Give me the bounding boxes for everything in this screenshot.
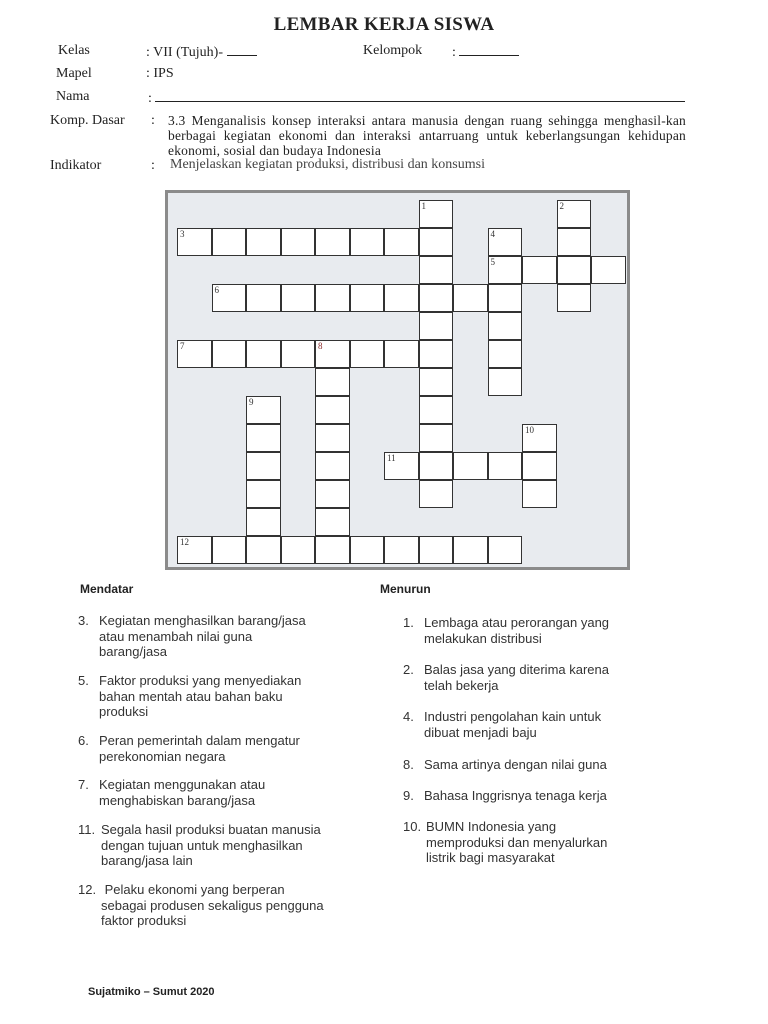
clue-item xyxy=(78,882,378,932)
clue-num: 4. xyxy=(403,709,414,724)
clue-num: 10. xyxy=(403,819,422,834)
clue-num: 2. xyxy=(403,662,414,677)
indikator-label: Indikator xyxy=(50,158,102,173)
crossword-cell[interactable] xyxy=(315,340,350,368)
clue-num: 6. xyxy=(78,733,89,748)
crossword-cell[interactable] xyxy=(453,284,488,312)
mendatar-heading: Mendatar xyxy=(80,582,134,596)
kelompok-colon: : xyxy=(452,45,456,60)
mapel-value: : IPS xyxy=(146,66,174,81)
clue-text: Industri pengolahan kain untuk dibuat menjadi baju xyxy=(424,709,602,740)
crossword-cell[interactable] xyxy=(315,536,350,564)
crossword-cell[interactable] xyxy=(212,228,247,256)
clue-number: 10 xyxy=(525,425,534,435)
clue-item xyxy=(78,733,378,783)
clue-item xyxy=(78,613,378,663)
crossword-cell[interactable] xyxy=(246,536,281,564)
crossword-cell[interactable] xyxy=(488,340,523,368)
crossword-cell[interactable] xyxy=(281,284,316,312)
crossword-cell[interactable] xyxy=(315,228,350,256)
crossword-cell[interactable] xyxy=(350,536,385,564)
crossword-cell[interactable] xyxy=(315,368,350,396)
crossword-cell[interactable] xyxy=(419,200,454,228)
clue-num: 3. xyxy=(78,613,89,628)
crossword-cell[interactable] xyxy=(246,396,281,424)
clue-number: 12 xyxy=(180,537,189,547)
crossword-cell[interactable] xyxy=(419,396,454,424)
nama-field xyxy=(148,89,685,107)
crossword-cell[interactable] xyxy=(246,424,281,452)
crossword-cell[interactable] xyxy=(419,452,454,480)
crossword-cell[interactable] xyxy=(350,340,385,368)
mapel-label: Mapel xyxy=(56,66,92,81)
crossword-cell[interactable] xyxy=(522,424,557,452)
clue-num: 7. xyxy=(78,777,89,792)
crossword-cell[interactable] xyxy=(419,284,454,312)
crossword-cell[interactable] xyxy=(419,256,454,284)
clue-num: 9. xyxy=(403,788,414,803)
crossword-cell[interactable] xyxy=(488,452,523,480)
clue-item xyxy=(403,819,703,869)
crossword-cell[interactable] xyxy=(315,480,350,508)
clue-number: 5 xyxy=(490,257,495,267)
clue-number: 8 xyxy=(318,341,323,351)
clue-text: Segala hasil produksi buatan manusia dengan tujuan untuk menghasilkan barang/jasa lain xyxy=(101,822,321,868)
crossword-cell[interactable] xyxy=(419,228,454,256)
crossword-cell[interactable] xyxy=(177,536,212,564)
clue-text: Bahasa Inggrisnya tenaga kerja xyxy=(424,788,607,803)
crossword-cell[interactable] xyxy=(212,536,247,564)
crossword-cell[interactable] xyxy=(177,228,212,256)
crossword-cell[interactable] xyxy=(281,340,316,368)
crossword-cell[interactable] xyxy=(384,452,419,480)
indikator-text: Menjelaskan kegiatan produksi, distribusi dan konsumsi xyxy=(170,157,485,172)
crossword-cell[interactable] xyxy=(315,284,350,312)
clue-text: Kegiatan menggunakan atau menghabiskan barang/jasa xyxy=(99,777,266,808)
kd-label: Komp. Dasar xyxy=(50,113,125,128)
crossword-cell[interactable] xyxy=(315,424,350,452)
clue-text: Kegiatan menghasilkan barang/jasa atau menambah nilai guna barang/jasa xyxy=(99,613,306,659)
crossword-cell[interactable] xyxy=(419,480,454,508)
clue-number: 1 xyxy=(421,201,426,211)
crossword-cell[interactable] xyxy=(488,536,523,564)
clue-number: 11 xyxy=(387,453,396,463)
crossword-cell[interactable] xyxy=(384,536,419,564)
crossword-cell[interactable] xyxy=(281,228,316,256)
clue-number: 7 xyxy=(180,341,185,351)
crossword-cell[interactable] xyxy=(419,424,454,452)
crossword-grid xyxy=(165,190,630,570)
crossword-cell[interactable] xyxy=(315,452,350,480)
crossword-cell[interactable] xyxy=(419,368,454,396)
clue-item xyxy=(78,822,378,872)
clue-text: Lembaga atau perorangan yang melakukan distribusi xyxy=(424,615,610,646)
crossword-cell[interactable] xyxy=(557,200,592,228)
clue-text: Pelaku ekonomi yang berperan sebagai produsen sekaligus pengguna faktor produksi xyxy=(101,882,324,928)
nama-blank[interactable] xyxy=(155,89,685,102)
clue-number: 6 xyxy=(214,285,219,295)
clue-item xyxy=(78,777,378,827)
kelompok-blank[interactable] xyxy=(459,43,519,56)
crossword-cell[interactable] xyxy=(488,284,523,312)
clue-num: 8. xyxy=(403,757,414,772)
crossword-cell[interactable] xyxy=(384,284,419,312)
crossword-cell[interactable] xyxy=(384,228,419,256)
crossword-cell[interactable] xyxy=(350,228,385,256)
crossword-cell[interactable] xyxy=(419,340,454,368)
kelas-label: Kelas xyxy=(58,43,90,58)
clue-item xyxy=(403,662,703,712)
crossword-cell[interactable] xyxy=(591,256,626,284)
crossword-cell[interactable] xyxy=(488,256,523,284)
crossword-cell[interactable] xyxy=(246,340,281,368)
crossword-cell[interactable] xyxy=(453,452,488,480)
clue-item xyxy=(403,709,703,759)
clue-text: BUMN Indonesia yang memproduksi dan menyalurkan listrik bagi masyarakat xyxy=(426,819,608,865)
crossword-cell[interactable] xyxy=(177,340,212,368)
crossword-cell[interactable] xyxy=(384,340,419,368)
menurun-heading: Menurun xyxy=(380,582,431,596)
clue-num: 5. xyxy=(78,673,89,688)
clue-text: Balas jasa yang diterima karena telah bekerja xyxy=(424,662,609,693)
clue-number: 4 xyxy=(490,229,495,239)
crossword-cell[interactable] xyxy=(419,312,454,340)
kd-colon: : xyxy=(151,113,155,128)
crossword-cell[interactable] xyxy=(315,508,350,536)
crossword-cell[interactable] xyxy=(522,480,557,508)
crossword-cell[interactable] xyxy=(212,340,247,368)
indikator-colon: : xyxy=(151,158,155,173)
crossword-cell[interactable] xyxy=(488,312,523,340)
crossword-cell[interactable] xyxy=(246,480,281,508)
crossword-cell[interactable] xyxy=(522,452,557,480)
clue-text: Peran pemerintah dalam mengatur perekonomian negara xyxy=(99,733,300,764)
crossword-cell[interactable] xyxy=(557,228,592,256)
crossword-cell[interactable] xyxy=(246,452,281,480)
crossword-cell[interactable] xyxy=(488,368,523,396)
page-title: LEMBAR KERJA SISWA xyxy=(273,14,495,35)
kelas-value xyxy=(146,43,257,61)
clue-number: 2 xyxy=(559,201,564,211)
nama-label: Nama xyxy=(56,89,90,104)
crossword-cell[interactable] xyxy=(281,536,316,564)
clue-num: 12. xyxy=(78,882,97,897)
crossword-cell[interactable] xyxy=(453,536,488,564)
clue-text: Sama artinya dengan nilai guna xyxy=(424,757,607,772)
crossword-cell[interactable] xyxy=(419,536,454,564)
crossword-cell[interactable] xyxy=(522,256,557,284)
clue-number: 3 xyxy=(180,229,185,239)
clue-number: 9 xyxy=(249,397,254,407)
crossword-cell[interactable] xyxy=(246,228,281,256)
kd-text: 3.3 Menganalisis konsep interaksi antara manusia dengan ruang sehingga menghasil-kan berbagai kegiatan ekonomi dan interaksi antarruang untuk keberlangsungan kehidupan ekonomi, sosial dan budaya Indonesia xyxy=(168,113,686,158)
crossword-cell[interactable] xyxy=(315,396,350,424)
kelas-blank[interactable] xyxy=(227,43,257,56)
kelompok-field xyxy=(452,43,519,61)
clue-text: Faktor produksi yang menyediakan bahan mentah atau bahan baku produksi xyxy=(99,673,302,719)
crossword-cell[interactable] xyxy=(350,284,385,312)
footer-credit: Sujatmiko – Sumut 2020 xyxy=(88,986,215,998)
crossword-cell[interactable] xyxy=(212,284,247,312)
kelompok-label: Kelompok xyxy=(363,43,423,58)
crossword-cell[interactable] xyxy=(557,284,592,312)
nama-colon: : xyxy=(148,91,152,106)
crossword-cell[interactable] xyxy=(246,508,281,536)
clue-num: 11. xyxy=(78,822,96,837)
clue-item xyxy=(403,615,703,665)
clue-item xyxy=(78,673,378,723)
kelas-text: : VII (Tujuh)- xyxy=(146,45,224,60)
crossword-cell[interactable] xyxy=(557,256,592,284)
clue-num: 1. xyxy=(403,615,414,630)
crossword-cell[interactable] xyxy=(488,228,523,256)
crossword-cell[interactable] xyxy=(246,284,281,312)
